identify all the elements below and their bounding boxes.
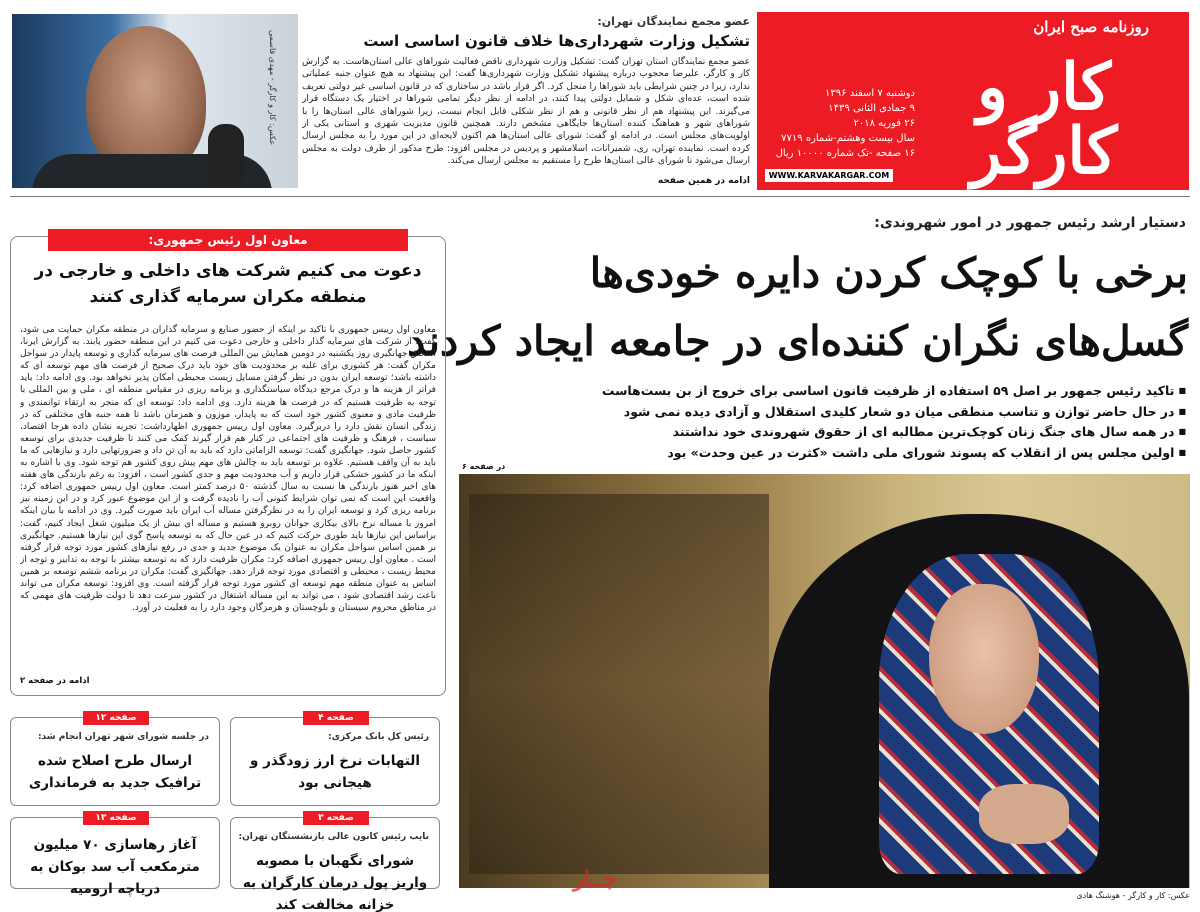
page-tag: صفحه ۱۳: [83, 811, 149, 825]
issue-date-gregorian: ۲۶ فوریه ۲۰۱۸: [853, 118, 915, 129]
top-story-photo: [12, 14, 298, 188]
teaser-headline[interactable]: التهابات نرخ ارز زودگذر و هیجانی بود: [250, 753, 420, 791]
header-divider: [10, 196, 1190, 197]
teaser-headline[interactable]: ارسال طرح اصلاح شده ترافیک جدید به فرمانداری: [28, 753, 202, 791]
teaser-box-page4[interactable]: [230, 713, 440, 806]
vp-story-body: معاون اول رییس جمهوری با تاکید بر اینکه از حضور صنایع و سرمایه گذاران در منطقه مکران حمایت می شود، گفت: از شرکت های سرمایه گذار داخلی و خارجی دعوت می کنیم در این منطقه حضور یابند. به گزارش ایرنا، اسحاق جهانگیری روز یکشنبه در دومین همایش بین المللی فرصت های سرمایه گذاری و توسعه پایدار در سواحل مکران گفت: هر کشوری برای غلبه بر محدودیت های خود باید درک صحیح از فرصت های مهم توسعه ای که داشته باشد؛ توسعه ایران بدون در نظر گرفتن مسایل زیست محیطی امکان پذیر نخواهد بود. وی ادامه داد: باید فراتر از هزینه ها و درک مرجع دیدگاه سیاستگذاری و برنامه ریزی در مقیاس منطقه ای ، ملی و بین المللی با توجه به ظرفیت هستیم که در فرصت ها هزینه دارد. وی ادامه داد: توسعه ای که منجر به ارتقاء توانمندی و ظرفیت مادی و معنوی کشور خود است که به پایدار، موزون و همزمان باشد تا همه جنبه های مختلفی که در زندگی انسان نقش دارد را دربرگیرد. معاون اول رییس جمهوری اظهارداشت: تجربه نشان داده هرجا اقتصاد، سیاست ، فرهنگ و ظرفیت های اجتماعی در کنار هم قرار گیرند کمک می کنند تا ظرفیت جدیدی برای توسعه کشور حاصل شود. جهانگیری گفت: توسعه الزاماتی دارد که باید به آن تن داد و ضرورتهایی دارد و نیازهایی که ما باید به آن واقف هستیم. علاوه بر توسعه باید به چالش های مهم پیش روی کشور هم توجه شود. وی با اشاره به اینکه ما در کشور خشکی قرار داریم و آب محدودیت مهم و جدی کشور است ، افزود: به رغم بارندگی های هفته های اخیر هنوز بارندگی ها نسبت به سال گذشته ۵۰ درصد کمتر است. معاون اول رییس جمهوری اضافه کرد: واقعیت این است که نمی توان شرایط کنونی آب را نادیده گرفت و از این موضوع عبور کرد و در این زمینه نیز برنامه ریزی کرد و توسعه ایران را به در نظرگرفتن مساله آب ایران باید صورت گیرد. وی در ادامه با بیان اینکه امروز با مساله نرخ بالای بیکاری جوانان روبرو هستیم و مساله ای بیش از یک میلیون شغل ایجاد کنیم، گفت: براساس این نیازها باید طوری حرکت کنیم که در عین حال که به توسعه پاسخ گوی این نیازها هستیم. جهانگیری بر همین اساس سواحل مکران به عنوان یک موضوع جدید و جدی در رفع نیازهای کشور مورد توجه قرار گرفته است . معاون اول رییس جمهوری اضافه کرد: مکران ظرفیت دارد که به توسعه بیشتر با توجه به تدابیر و توجه از محیط زیست ، محیطی و اقتصادی مورد توجه قرار دهد. جهانگیری گفت: مکران در برنامه ششم توسعه بر همین اساس به عنوان منطقه مهم توسعه ای کشور مورد توجه قرار گرفته است. وی افزود: توسعه مکران می تواند باعث رشد اقتصادی شود ، می تواند به این مساله اشتغال در کشور سرعت دهد تا دولت ظرفیت های مهمی که در مناطق محروم سیستان و بلوچستان و هرمزگان وجود دارد را به فعلیت در آورد.: [20, 325, 436, 614]
photo-hand: [979, 784, 1069, 844]
vp-story-label: معاون اول رئیس جمهوری:: [48, 229, 408, 251]
main-story-bullets: [456, 381, 1186, 463]
vp-story-continued[interactable]: ادامه در صفحه ۲: [20, 676, 90, 686]
bullet-item: ■ اولین مجلس پس از انقلاب که پسوند شورای ملی داشت «کثرت در عین وحدت» بود: [456, 443, 1186, 464]
bullet-item: ■ در حال حاضر توازن و تناسب منطقی میان دو شعار کلیدی استقلال و آزادی دیده نمی شود: [456, 402, 1186, 423]
watermark-logo: جــار: [573, 866, 617, 892]
teaser-box-page12[interactable]: [10, 713, 220, 806]
masthead: [757, 12, 1189, 190]
page-tag: صفحه ۳: [303, 811, 369, 825]
top-story-body: عضو مجمع نمایندگان استان تهران گفت: تشکیل وزارت شهرداری ناقض فعالیت شوراهای عالی استان‌هاست. به گزارش کار و کارگر، علیرضا محجوب درباره پیشنهاد تشکیل وزارت شهرداری‌ها گفت: این پیشنهاد به هیچ عنوان جنبه عملیاتی ندارد، زیرا در چنین شرایطی باید شوراها را منحل کرد. اگر قرار باشد در ساختاری که در قانون اساسی غیر دولتی تعریف شده است، عده‌ای شکل و شمایل دولتی پیدا کنند، در ادامه از نظر دیگر تمامی شوراها در اختیار یک دستگاه قرار می‌گیرند. این پیشنهاد هم از نظر قانونی و هم از نظر شکلی قابل انجام نیست، زیرا شوراهای عالی استان‌ها را با شوراهای شهر و هماهنگ کننده استان‌ها جایگاهی مشخص دارند. همچنین قانون مدیریت شهری و استانی یکی از اولویت‌های مجلس است. در ادامه او گفت: شورای عالی استان‌ها هم اکنون لایحه‌ای در این مورد را به مجلس ارسال کرده است. نماینده تهران، ری، شمیرانات، اسلامشهر و پردیس در مجلس افزود: طرح مذکور از طرف دولت به مجلس ارسال می‌شود تا شورای عالی استان‌ها طرح را مستقیم به مجلس ارسال می‌کند.: [302, 57, 750, 167]
issue-date-hijri: ۹ جمادی الثانی ۱۴۳۹: [828, 103, 915, 114]
teaser-headline[interactable]: شورای نگهبان با مصوبه واریز پول درمان کارگران به خزانه مخالفت کند: [242, 853, 428, 912]
bullet-item: ■ در همه سال های جنگ زنان کوچک‌ترین مطالبه ای از حقوق شهروندی خود نداشتند: [456, 422, 1186, 443]
issue-info: [765, 86, 915, 161]
main-headline-line1[interactable]: برخی با کوچک کردن دایره خودی‌ها: [589, 249, 1188, 297]
top-story-kicker: عضو مجمع نمایندگان تهران:: [597, 15, 750, 28]
teaser-kicker: نایب رئیس کانون عالی بازنشستگان تهران:: [238, 832, 429, 842]
teaser-kicker: در جلسه شورای شهر تهران انجام شد:: [37, 732, 209, 742]
issue-date-persian: دوشنبه ۷ اسفند ۱۳۹۶: [825, 88, 915, 99]
teaser-box-page13[interactable]: [10, 813, 220, 897]
page-tag: صفحه ۱۲: [83, 711, 149, 725]
vp-story-headline[interactable]: دعوت می کنیم شرکت های داخلی و خارجی در منطقه مکران سرمایه گذاری کنند: [34, 261, 422, 307]
masthead-subtitle: روزنامه صبح ایران: [1033, 18, 1149, 36]
newspaper-logo: کار و کارگر: [970, 50, 1118, 189]
teaser-kicker: رئیس کل بانک مرکزی:: [328, 732, 429, 742]
issue-number: سال بیست وهشتم-شماره ۷۷۱۹: [781, 133, 915, 144]
bullet-item: ■ تاکید رئیس جمهور بر اصل ۵۹ استفاده از ظرفیت قانون اساسی برای خروج از بن بست‌هاست: [456, 381, 1186, 402]
main-story-page-ref[interactable]: در صفحه ۶: [462, 462, 506, 471]
main-photo-credit: عکس: کار و کارگر - هوشنگ هادی: [1076, 891, 1190, 900]
top-story: [302, 14, 750, 190]
issue-price: ۱۶ صفحه -تک شماره ۱۰۰۰۰ ریال: [775, 148, 915, 159]
main-story-photo: [459, 474, 1190, 888]
top-story-headline[interactable]: تشکیل وزارت شهرداری‌ها خلاف قانون اساسی است: [363, 32, 750, 50]
photo-face: [929, 584, 1039, 734]
teaser-headline[interactable]: آغاز رهاسازی ۷۰ میلیون مترمکعب آب سد بوکان به دریاچه ارومیه: [30, 837, 200, 897]
top-photo-credit: عکس: کار و کارگر - مهدی قاسمی: [268, 30, 277, 146]
microphone-icon: [208, 124, 244, 184]
main-headline-line2[interactable]: گسل‌های نگران کننده‌ای در جامعه ایجاد کردند: [407, 317, 1188, 365]
website-url[interactable]: WWW.KARVAKARGAR.COM: [765, 169, 893, 182]
top-story-continued[interactable]: ادامه در همین صفحه: [657, 176, 750, 186]
main-story-kicker: دستیار ارشد رئیس جمهور در امور شهروندی:: [874, 215, 1186, 231]
photo-background-shelf: [469, 494, 769, 874]
teaser-box-page3[interactable]: [230, 813, 440, 912]
page-tag: صفحه ۴: [303, 711, 369, 725]
